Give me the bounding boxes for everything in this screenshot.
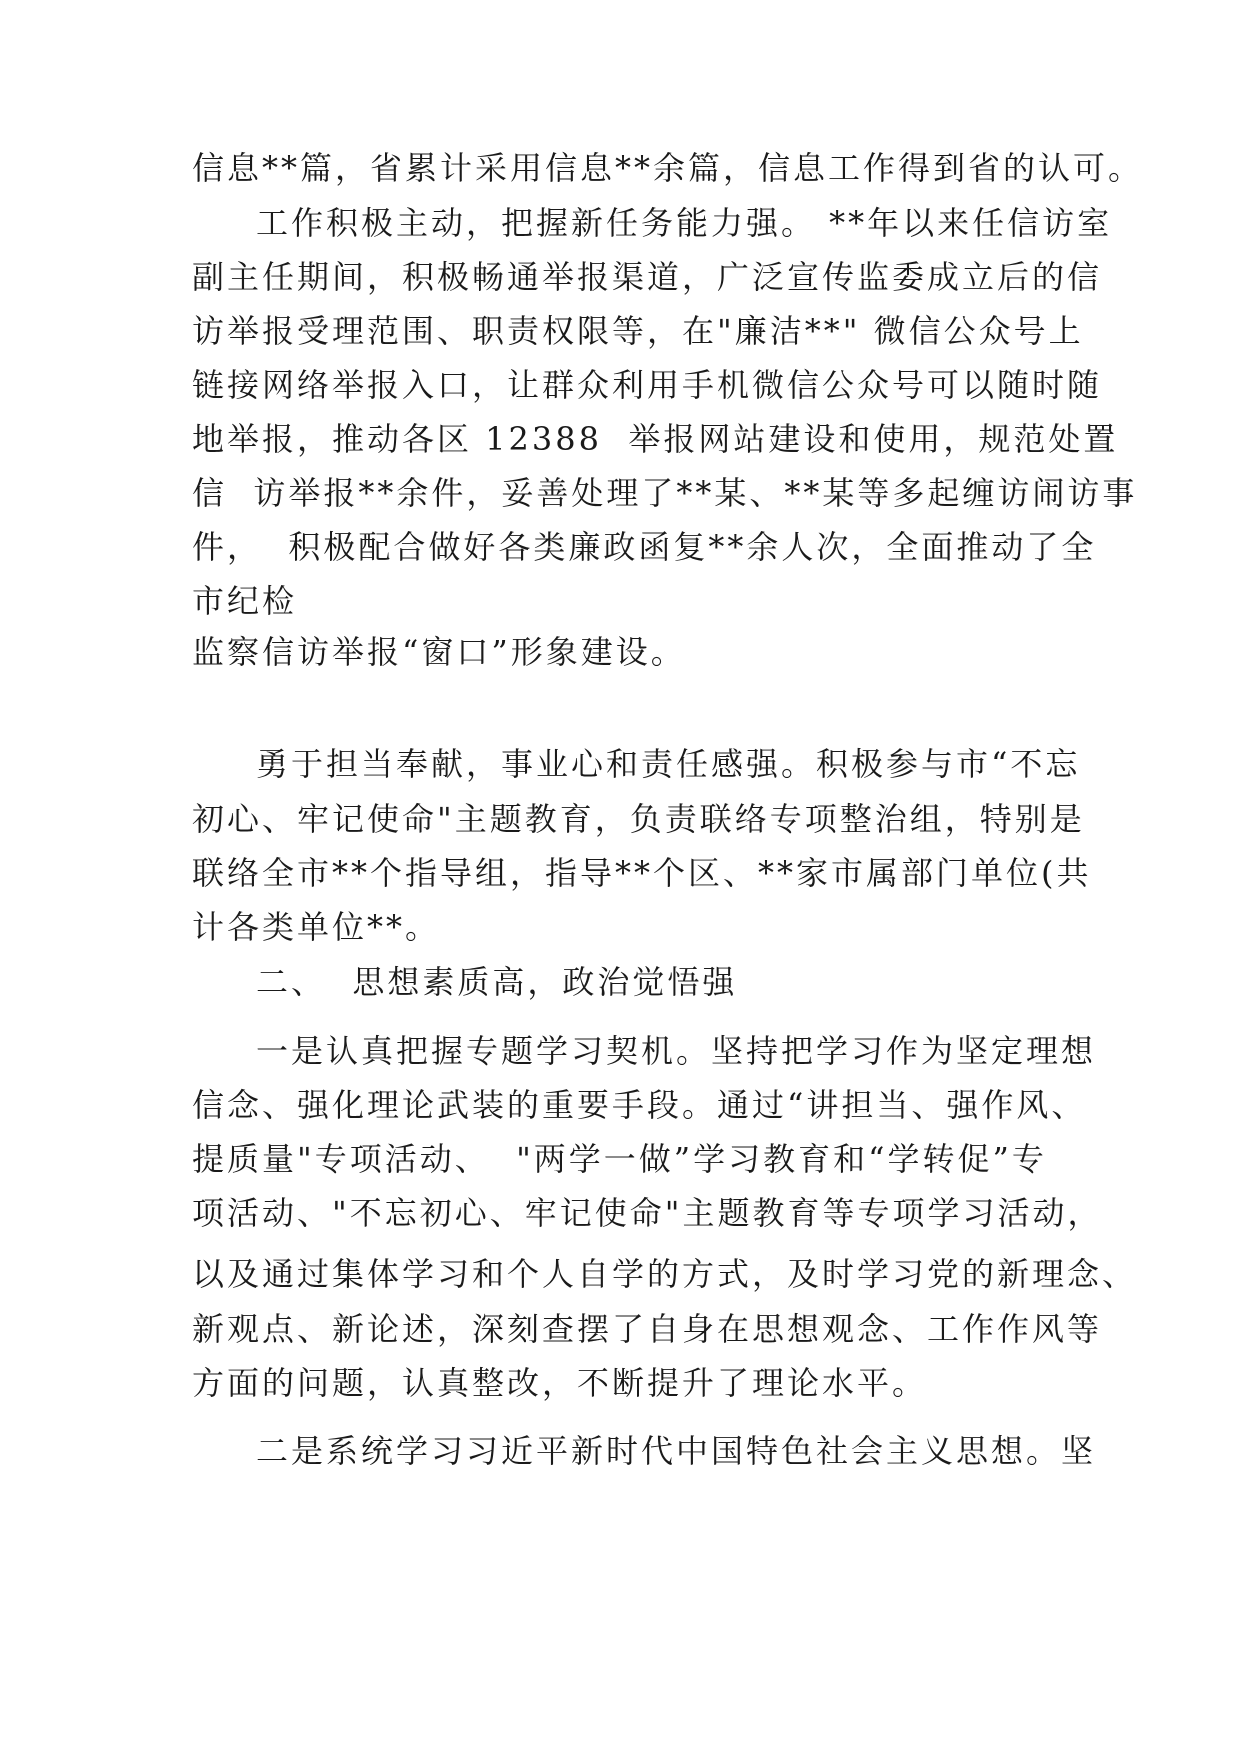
paragraph-line: 访举报受理范围、职责权限等，在"廉洁**" 微信公众号上 bbox=[192, 312, 1084, 350]
paragraph-line: 一是认真把握专题学习契机。坚持把学习作为坚定理想 bbox=[256, 1032, 1097, 1070]
paragraph-line: 计各类单位**。 bbox=[192, 908, 441, 946]
paragraph-line: 方面的问题，认真整改，不断提升了理论水平。 bbox=[192, 1364, 928, 1402]
paragraph-line: 地举报，推动各区 12388 举报网站建设和使用，规范处置 bbox=[192, 420, 1119, 458]
section-heading: 二、 思想素质高，政治觉悟强 bbox=[256, 963, 738, 1001]
paragraph-line: 信息**篇，省累计采用信息**余篇，信息工作得到省的认可。 bbox=[192, 149, 1144, 187]
paragraph-line: 副主任期间，积极畅通举报渠道，广泛宣传监委成立后的信 bbox=[192, 258, 1103, 296]
paragraph-line: 件， 积极配合做好各类廉政函复**余人次，全面推动了全 bbox=[192, 528, 1097, 566]
paragraph-line: 提质量"专项活动、 "两学一做”学习教育和“学转促”专 bbox=[192, 1140, 1047, 1178]
paragraph-line: 链接网络举报入口，让群众利用手机微信公众号可以随时随 bbox=[192, 366, 1103, 404]
paragraph-line: 信 访举报**余件，妥善处理了**某、**某等多起缠访闹访事 bbox=[192, 474, 1138, 512]
paragraph-line: 市纪检 bbox=[192, 582, 298, 620]
paragraph-line: 新观点、新论述，深刻查摆了自身在思想观念、工作作风等 bbox=[192, 1310, 1103, 1348]
paragraph-line: 勇于担当奉献，事业心和责任感强。积极参与市“不忘 bbox=[256, 745, 1081, 783]
paragraph-line: 联络全市**个指导组，指导**个区、**家市属部门单位(共 bbox=[192, 854, 1092, 892]
paragraph-line: 二是系统学习习近平新时代中国特色社会主义思想。坚 bbox=[256, 1432, 1097, 1470]
paragraph-line: 信念、强化理论武装的重要手段。通过“讲担当、强作风、 bbox=[192, 1086, 1087, 1124]
paragraph-line: 工作积极主动，把握新任务能力强。 **年以来任信访室 bbox=[256, 204, 1113, 242]
paragraph-line: 初心、牢记使命"主题教育，负责联络专项整治组，特别是 bbox=[192, 800, 1085, 838]
paragraph-line: 监察信访举报“窗口”形象建设。 bbox=[192, 633, 686, 671]
paragraph-line: 以及通过集体学习和个人自学的方式，及时学习党的新理念、 bbox=[192, 1255, 1138, 1293]
paragraph-line: 项活动、"不忘初心、牢记使命"主题教育等专项学习活动， bbox=[192, 1194, 1103, 1232]
